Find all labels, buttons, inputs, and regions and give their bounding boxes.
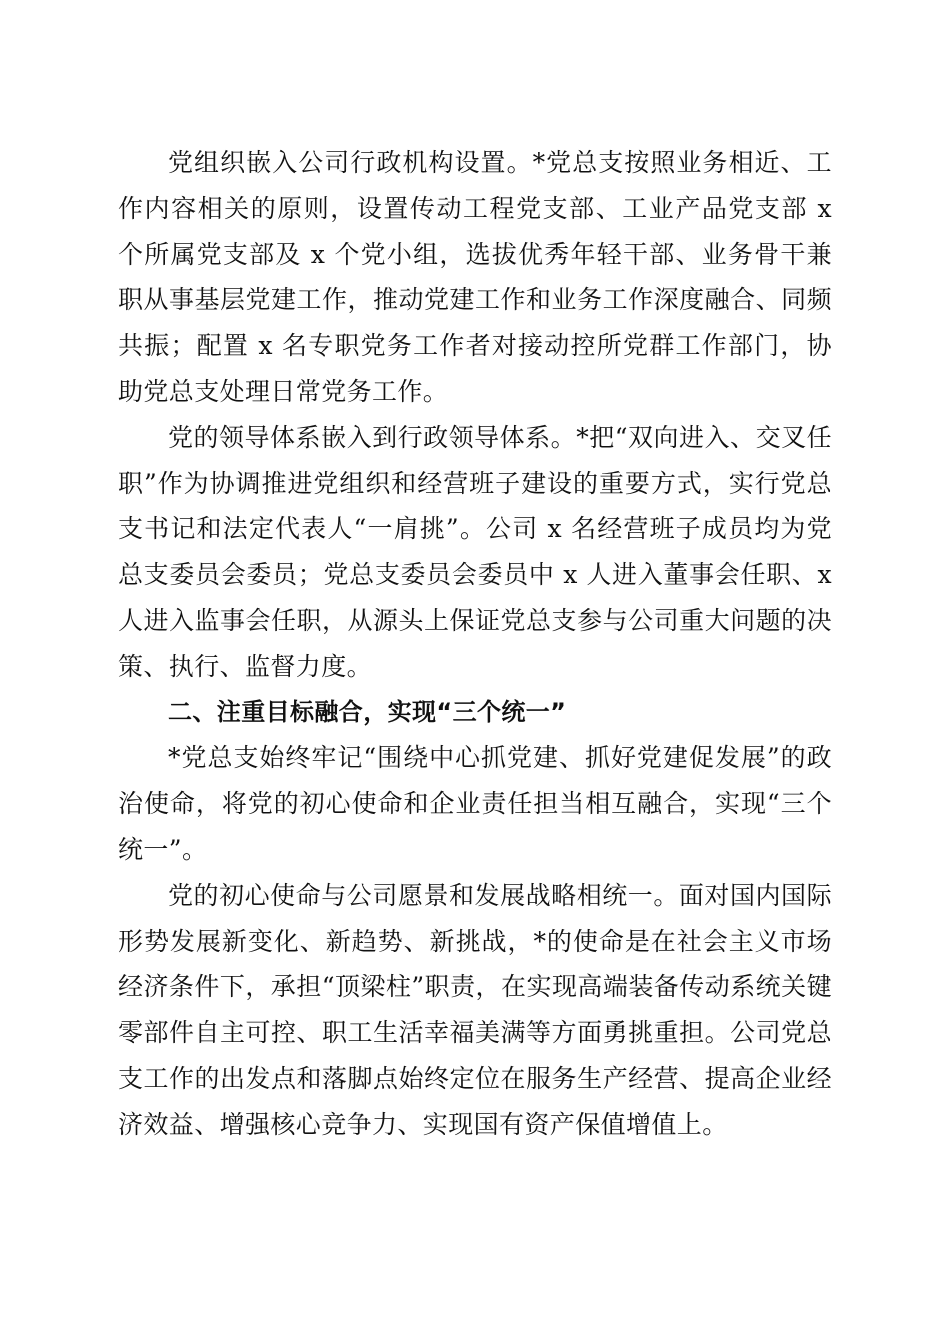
section-heading-goal-integration: 二、注重目标融合，实现“三个统一” xyxy=(168,697,567,726)
paragraph-leadership-system: 党的领导体系嵌入到行政领导体系。*把“双向进入、交叉任职”作为协调推进党组织和经营班子建设的重要方式，实行党总支书记和法定代表人“一肩挑”。公司 x 名经营班子成员均为党总支委员会委员；党总支委员会委员中 x 人进入董事会任职、x 人进入监事会任职，从源头上保证党总支参与公司重大问题的决策、执行、监督力度。 xyxy=(118,422,832,681)
paragraph-political-mission: *党总支始终牢记“围绕中心抓党建、抓好党建促发展”的政治使命，将党的初心使命和企业责任担当相互融合，实现“三个统一”。 xyxy=(118,743,832,864)
paragraph-original-mission: 党的初心使命与公司愿景和发展战略相统一。面对国内国际形势发展新变化、新趋势、新挑战，*的使命是在社会主义市场经济条件下，承担“顶梁柱”职责，在实现高端装备传动系统关键零部件自主可控、职工生活幸福美满等方面勇挑重担。公司党总支工作的出发点和落脚点始终定位在服务生产经营、提高企业经济效益、增强核心竞争力、实现国有资产保值增值上。 xyxy=(118,880,832,1139)
paragraph-party-organization: 党组织嵌入公司行政机构设置。*党总支按照业务相近、工作内容相关的原则，设置传动工程党支部、工业产品党支部 x 个所属党支部及 x 个党小组，选拔优秀年轻干部、业务骨干兼职从事基层党建工作，推动党建工作和业务工作深度融合、同频共振；配置 x 名专职党务工作者对接动控所党群工作部门，协助党总支处理日常党务工作。 xyxy=(118,148,832,406)
document-page xyxy=(118,140,832,1148)
